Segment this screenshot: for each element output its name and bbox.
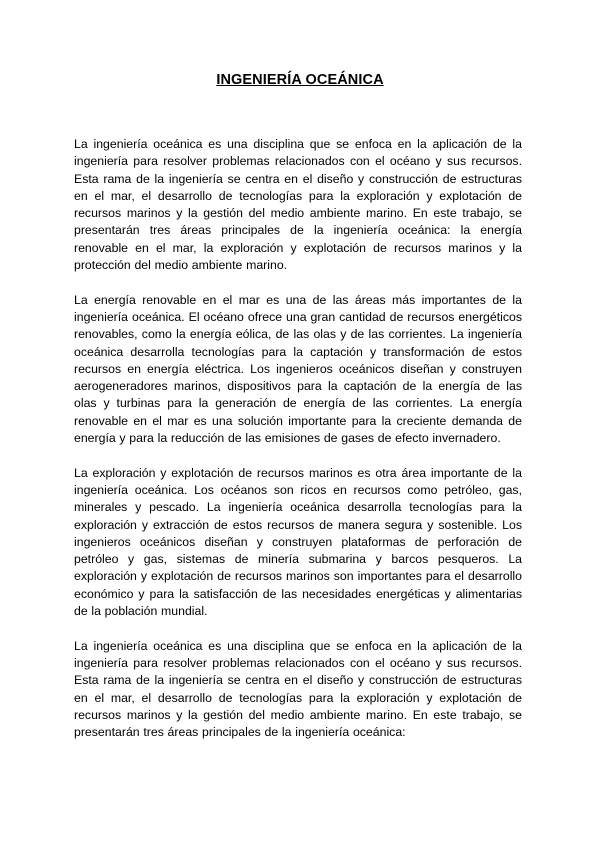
document-body (74, 136, 522, 759)
paragraph-marine-resources: La exploración y explotación de recursos marinos es otra área importante de la ingeniería oceánica. Los océanos son ricos en recursos como petróleo, gas, minerales y pescado. La ingeniería oceánica desarrolla tecnologías para la exploración y extracción de estos recursos de manera segura y sostenible. Los ingenieros oceánicos diseñan y construyen plataformas de perforación de petróleo y gas, sistemas de minería submarina y barcos pesqueros. La exploración y explotación de recursos marinos son importantes para el desarrollo económico y para la satisfacción de las necesidades energéticas y alimentarias de la población mundial. (74, 465, 522, 619)
paragraph-introduction: La ingeniería oceánica es una disciplina que se enfoca en la aplicación de la ingeniería para resolver problemas relacionados con el océano y sus recursos. Esta rama de la ingeniería se centra en el diseño y construcción de estructuras en el mar, el desarrollo de tecnologías para la exploración y explotación de recursos marinos y la gestión del medio ambiente marino. En este trabajo, se presentarán tres áreas principales de la ingeniería oceánica: la energía renovable en el mar, la exploración y explotación de recursos marinos y la protección del medio ambiente marino. (74, 137, 522, 273)
document-title: INGENIERÍA OCEÁNICA (216, 72, 384, 88)
paragraph-renewable-energy: La energía renovable en el mar es una de las áreas más importantes de la ingeniería oceánica. El océano ofrece una gran cantidad de recursos energéticos renovables, como la energía eólica, de las olas y de las corrientes. La ingeniería oceánica desarrolla tecnologías para la captación y transformación de estos recursos en energía eléctrica. Los ingenieros oceánicos diseñan y construyen aerogeneradores marinos, dispositivos para la captación de la energía de las olas y turbinas para la generación de energía de las corrientes. La energía renovable en el mar es una solución importante para la creciente demanda de energía y para la reducción de las emisiones de gases de efecto invernadero. (74, 292, 522, 446)
paragraph-introduction-repeat: La ingeniería oceánica es una disciplina que se enfoca en la aplicación de la ingeniería para resolver problemas relacionados con el océano y sus recursos. Esta rama de la ingeniería se centra en el diseño y construcción de estructuras en el mar, el desarrollo de tecnologías para la exploración y explotación de recursos marinos y la gestión del medio ambiente marino. En este trabajo, se presentarán tres áreas principales de la ingeniería oceánica: (74, 638, 522, 740)
